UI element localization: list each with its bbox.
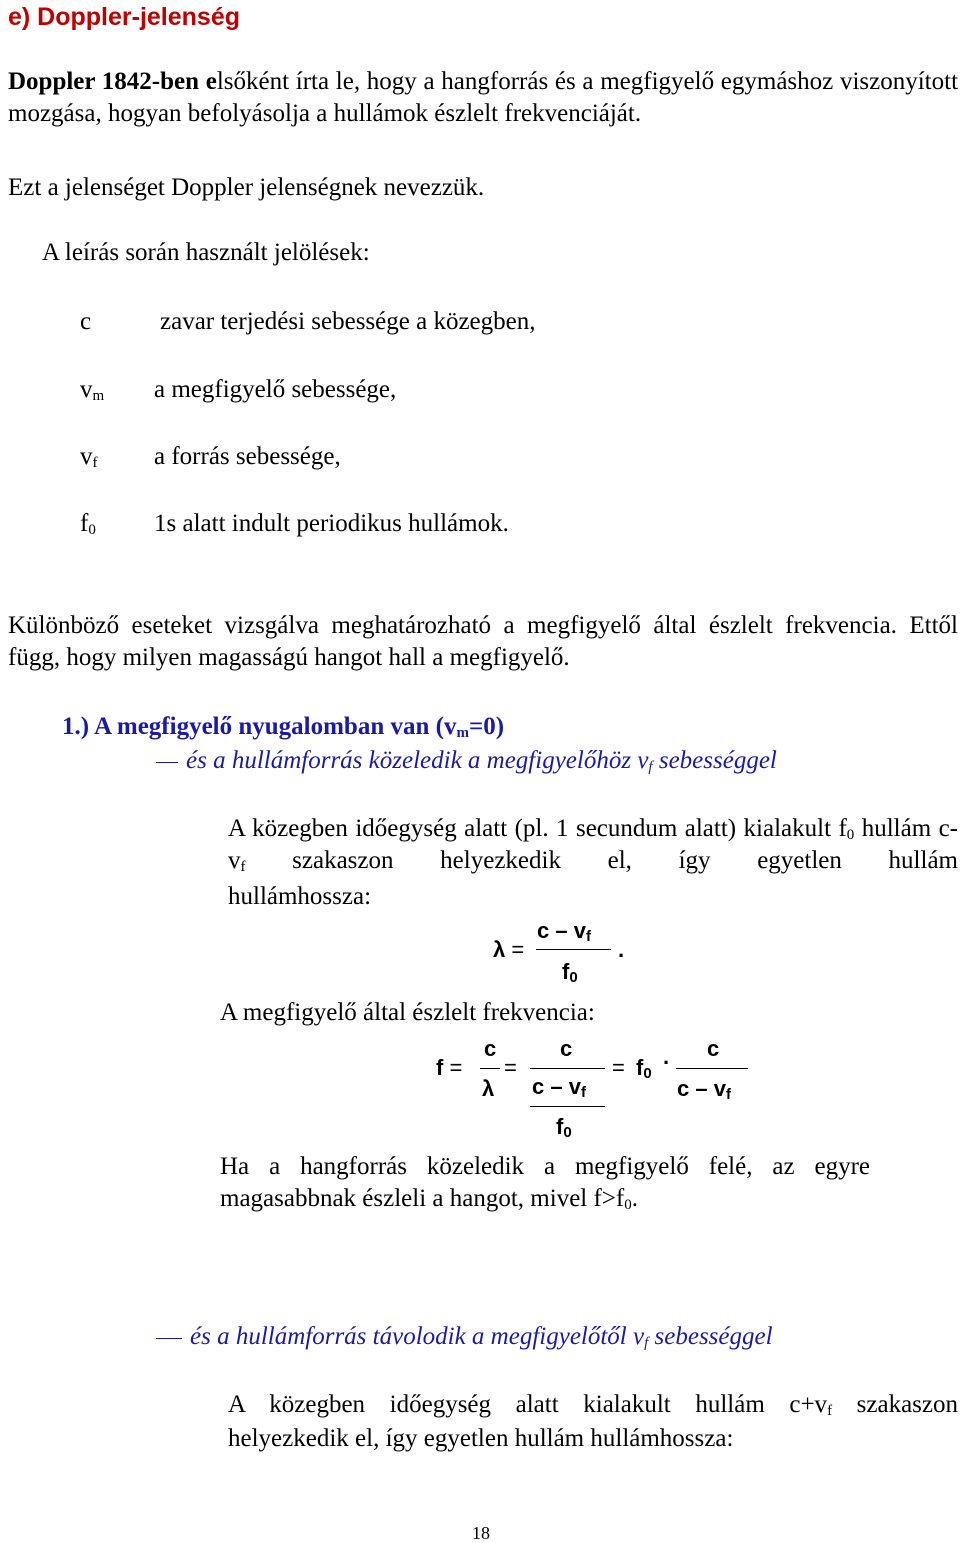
subcase-a-dash [156, 762, 178, 763]
formula1-period: . [618, 937, 625, 962]
subcase-a-paragraph-1-end: hullámhossza: [228, 883, 372, 910]
formula2-eq-3: = [612, 1055, 625, 1080]
formula1-fraction-bar [536, 949, 611, 950]
subcase-b-dash [156, 1338, 182, 1339]
case1-heading: 1.) A megfigyelő nyugalomban van $(v_m=0)$ [62, 713, 505, 741]
formula2-bar-4 [676, 1068, 748, 1069]
subcase-b-paragraph-line-1: A közegben időegység alatt kialakult hullám $c+v_f$ szakaszon [228, 1391, 959, 1419]
section-title: e) Doppler-jelenség [8, 3, 240, 31]
formula2-bar-3 [530, 1106, 605, 1107]
notation-symbol-vf: $v_f$ [80, 443, 98, 471]
notation-desc-f0: 1s alatt indult periodikus hullámok. [154, 510, 509, 537]
notation-desc-c: zavar terjedési sebessége a közegben, [160, 308, 536, 335]
formula2-c-2: c [560, 1036, 573, 1061]
formula1-numerator: c – $v_f$ [537, 918, 591, 945]
formula2-c-minus-vf-1: c – $v_f$ [532, 1074, 586, 1101]
formula2-eq-2: = [504, 1055, 517, 1080]
notation-symbol-c: c [80, 308, 92, 335]
formula2-f: f = [436, 1055, 463, 1080]
intro-bold-letter: e [205, 68, 217, 95]
formula1-lambda: λ = [493, 937, 525, 962]
notation-symbol-f0: $f_0$ [80, 510, 96, 538]
subcase-a-paragraph-3: Ha a hangforrás közeledik a megfigyelő felé, az egyre magasabbnak észleli a hangot, mivel $f>f_0$. [220, 1153, 870, 1213]
formula2-lambda: λ [482, 1076, 495, 1101]
subcase-a-paragraph-1: A közegben időegység alatt (pl. 1 secundum alatt) kialakult $f_0$ hullám $c-v_f$ szakaszon helyezkedik el, így egyetlen hullám [228, 815, 958, 875]
formula2-c-minus-vf-2: c – $v_f$ [677, 1076, 731, 1103]
intro-bold-prefix: Doppler 1842-ben [8, 68, 199, 95]
subcase-b-heading: és a hullámforrás távolodik a megfigyelőtől $v_f$ sebességgel [190, 1323, 773, 1351]
formula2-bar-2 [530, 1068, 605, 1069]
notation-heading: A leírás során használt jelölések: [42, 239, 370, 266]
intro-text: lsőként írta le, hogy a hangforrás és a megfigyelő egymáshoz viszonyított mozgása, hogyan befolyásolja a hullámok észlelt frekvenciáját. [8, 68, 959, 127]
formula1-denominator: $f_0$ [562, 959, 578, 986]
formula2-f0-den: $f_0$ [556, 1114, 572, 1141]
notation-desc-vm: a megfigyelő sebessége, [154, 376, 397, 403]
intro-second-line: Ezt a jelenséget Doppler jelenségnek nevezzük. [8, 174, 485, 201]
notation-symbol-vm: $v_m$ [80, 376, 105, 404]
cases-intro-paragraph: Különböző eseteket vizsgálva meghatározható a megfigyelő által észlelt frekvencia. Ettől függ, hogy milyen magasságú hangot hall a megfigyelő. [8, 612, 958, 671]
intro-paragraph [8, 66, 958, 130]
page-number: 18 [472, 1523, 490, 1543]
formula2-dot: · [663, 1050, 671, 1075]
subcase-b-paragraph-line-2: helyezkedik el, így egyetlen hullám hullámhossza: [228, 1425, 734, 1452]
subcase-a-paragraph-2: A megfigyelő által észlelt frekvencia: [220, 999, 595, 1026]
subcase-a-heading: és a hullámforrás közeledik a megfigyelőhöz $v_f$ sebességgel [186, 747, 777, 775]
formula2-c-3: c [707, 1036, 720, 1061]
formula2-c-1: c [484, 1036, 497, 1061]
notation-desc-vf: a forrás sebessége, [154, 443, 341, 470]
formula2-f0: $f_0$ [636, 1055, 652, 1082]
formula2-bar-1 [480, 1068, 500, 1069]
